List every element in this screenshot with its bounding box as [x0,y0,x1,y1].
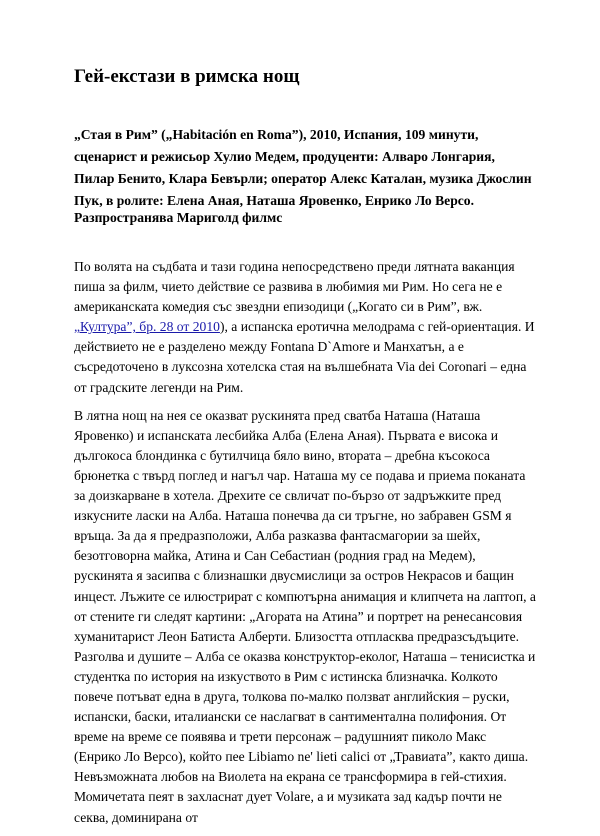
paragraph-1-text-a: По волята на съдбата и тази година непосредствено преди лятната ваканция пиша за филм, чието действие се развива в любимия ми Рим. Но сега не е американската комедия със звездни епизодици („Когато си в Рим”, вж. [74,259,515,315]
film-credits: „Стая в Рим” („Habitación en Roma”), 2010, Испания, 109 минути, сценарист и режисьор Хулио Медем, продуценти: Алваро Лонгария, Пилар Бенито, Клара Бевърли; оператор Алекс Каталан, музика Джослин Пук, в ролите: Елена Аная, Наташа Яровенко, Енрико Ло Версо. [74,127,532,208]
paragraph-2: В лятна нощ на нея се оказват рускинята пред сватба Наташа (Наташа Яровенко) и испанската лесбийка Алба (Елена Аная). Първата е висока и дългокоса блондинка с бутилчица бяло вино, втората – дребна късокоса брюнетка с твърд поглед и нагъл чар. Наташа му се подава и приема поканата за доизкарване в хотела. Дрехите се свличат по-бързо от задръжките пред изкусните ласки на Алба. Наташа понечва да си тръгне, но забравен GSM я връща. За да я предразположи, Алба разказва фантасмагории за шейх, безотговорна майка, Атина и Сан Себастиан (родния град на Медем), рускинята я засипва с близнашки двусмислици за остров Некрасов и бащин инцест. Лъжите се илюстрират с компютърна анимация и клипчета на лаптоп, а от стените ги следят картини: „Агората на Атина” и портрет на ренесансовия хуманитарист Леон Батиста Алберти. Близостта отпласква предразсъдъците. Разголва и душите – Алба се оказва конструктор-еколог, Наташа – тенисистка и студентка по история на изкуството в Рим с истинска близначка. Колкото повече потъват една в друга, толкова по-малко ползват английския – руски, испански, баски, италиански се наслагват в сантиментална полифония. От време на време се появява и трети персонаж – радушният пиколо Макс (Енрико Ло Версо), който пее Libiamo ne' lieti calici от „Травиата”, както диша. Невъзможната любов на Виолета на екрана се трансформира в гей-стихия. Момичетата пеят в захласнат дует Volare, а и музиката зад кадър почти не секва, доминирана от [74,407,536,825]
paragraph-1 [74,257,536,398]
kultura-link[interactable]: „Култура”, бр. 28 от 2010 [74,319,220,335]
article-title: Гей-екстази в римска нощ [74,66,300,87]
article-body [74,257,536,836]
distributor-line: Разпространява Мариголд филмс [74,210,283,225]
paragraph-1-text-b: ), а испанска еротична мелодрама с гей-ориентация. И действието не е разделено между Fontana D`Amore и Манхатън, а е съсредоточено в луксозна хотелска стая на вълшебната Via dei Coronari – една от градските легенди на Рим. [74,319,535,395]
